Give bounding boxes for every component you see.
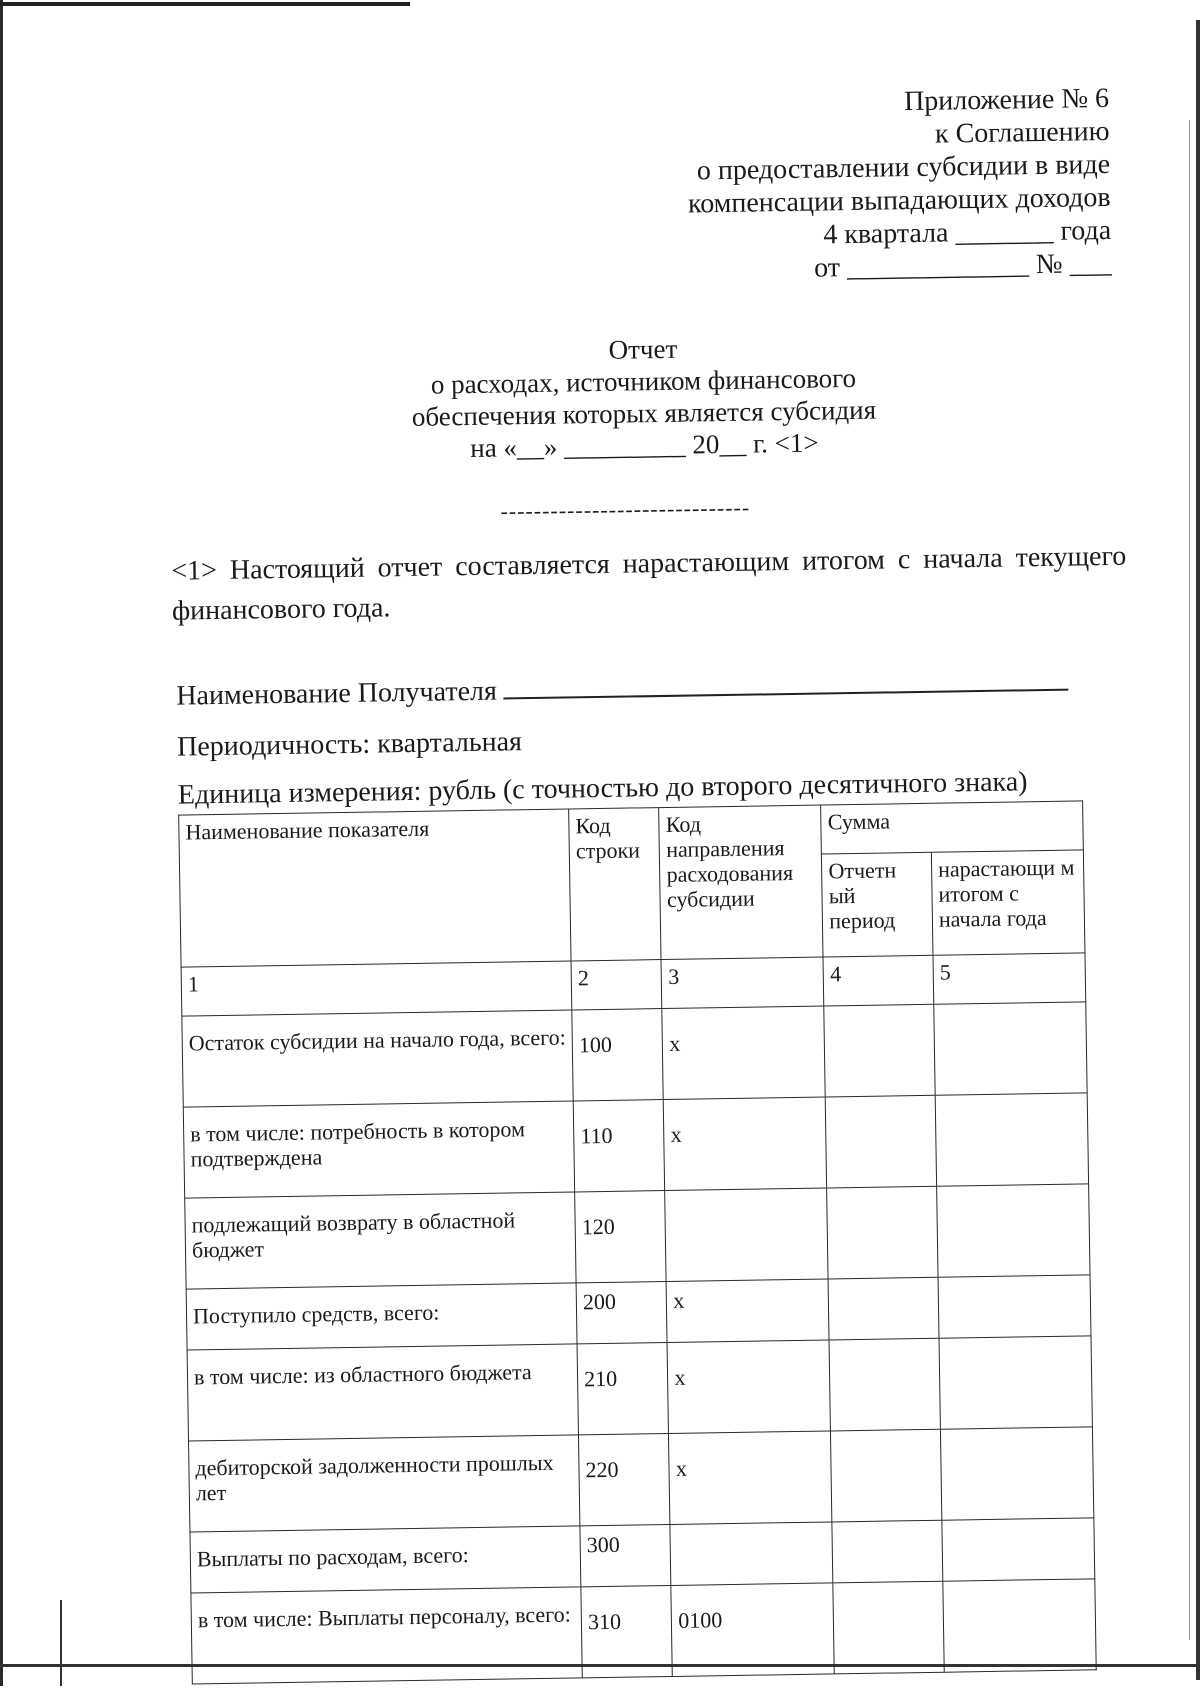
row-cumulative-value — [937, 1184, 1090, 1277]
appendix-line-1: Приложение № 6 — [903, 82, 1110, 118]
column-number: 3 — [661, 957, 824, 1009]
column-number: 5 — [933, 953, 1086, 1004]
row-label: Выплаты по расходам, всего: — [190, 1526, 581, 1593]
row-direction: x — [669, 1431, 832, 1525]
row-period-value — [832, 1520, 943, 1583]
row-direction: x — [666, 1279, 829, 1343]
table-row — [187, 1336, 1092, 1441]
row-period-value — [829, 1338, 940, 1431]
header-direction-code: Код направления расходования субсидии — [659, 805, 823, 960]
report-table — [178, 800, 1097, 1684]
row-period-value — [827, 1186, 938, 1279]
row-label: Остаток субсидии на начало года, всего: — [182, 1010, 573, 1107]
appendix-line-6: от _____________ № ___ — [813, 247, 1112, 284]
row-cumulative-value — [938, 1275, 1091, 1338]
row-label: в том числе: потребность в котором подтверждена — [183, 1101, 574, 1198]
header-period: Отчетн ый период — [822, 852, 933, 957]
footnote-text: <1> Настоящий отчет составляется нарастающим итогом с начала текущего финансового года. — [171, 540, 1127, 627]
row-code: 100 — [572, 1009, 664, 1101]
periodicity: Периодичность: квартальная — [176, 726, 523, 763]
table-row — [191, 1579, 1096, 1684]
title-line-3: обеспечения которых является субсидия — [411, 394, 877, 432]
row-label: в том числе: Выплаты персоналу, всего: — [191, 1587, 582, 1684]
row-cumulative-value — [939, 1336, 1092, 1429]
appendix-line-5: 4 квартала _______ года — [823, 214, 1112, 251]
row-direction: x — [662, 1006, 825, 1100]
row-code: 120 — [575, 1191, 667, 1283]
row-cumulative-value — [943, 1579, 1096, 1672]
row-cumulative-value — [940, 1427, 1093, 1520]
row-direction: 0100 — [671, 1583, 834, 1677]
row-label: в том числе: из областного бюджета — [187, 1344, 578, 1441]
column-number: 4 — [823, 955, 933, 1006]
row-direction: x — [664, 1097, 827, 1191]
row-code: 210 — [577, 1343, 669, 1435]
row-direction — [665, 1188, 828, 1282]
table-row — [189, 1427, 1094, 1532]
measurement-unit: Единица измерения: рубль (с точностью до второго десятичного знака) — [177, 766, 1028, 811]
header-name: Наименование показателя — [179, 809, 571, 967]
row-cumulative-value — [934, 1002, 1087, 1095]
row-code: 200 — [576, 1282, 667, 1344]
row-direction: x — [667, 1340, 830, 1434]
footnote-separator: ------------------------------ — [500, 494, 751, 524]
row-label: дебиторской задолженности прошлых лет — [189, 1435, 580, 1532]
appendix-line-4: компенсации выпадающих доходов — [687, 181, 1111, 220]
row-label: Поступило средств, всего: — [186, 1283, 577, 1350]
table-row — [185, 1184, 1090, 1289]
row-cumulative-value — [942, 1518, 1095, 1581]
row-direction — [670, 1522, 833, 1586]
table-row — [183, 1093, 1088, 1198]
header-row-code: Код строки — [569, 808, 662, 961]
recipient-blank — [503, 665, 1068, 700]
row-period-value — [824, 1004, 935, 1097]
appendix-line-3: о предоставлении субсидии в виде — [696, 148, 1111, 187]
title-line-1: Отчет — [608, 333, 678, 365]
appendix-line-2: к Соглашению — [934, 115, 1110, 150]
report-title — [293, 328, 995, 467]
header-cumulative: нарастающи м итогом с начала года — [931, 850, 1085, 955]
row-code: 300 — [580, 1524, 671, 1586]
recipient-line — [176, 665, 1068, 714]
row-code: 220 — [579, 1433, 671, 1525]
appendix-header — [589, 82, 1112, 288]
column-number: 1 — [181, 961, 572, 1016]
table-row — [182, 1002, 1087, 1107]
column-number: 2 — [571, 960, 662, 1010]
recipient-label: Наименование Получателя — [176, 675, 498, 712]
row-cumulative-value — [935, 1093, 1088, 1186]
title-line-2: о расходах, источником финансового — [430, 362, 857, 400]
row-label: подлежащий возврату в областной бюджет — [185, 1192, 576, 1289]
title-line-4: на «__» _________ 20__ г. <1> — [470, 427, 819, 463]
row-period-value — [831, 1429, 942, 1522]
row-period-value — [833, 1581, 944, 1674]
row-period-value — [826, 1095, 937, 1188]
row-code: 310 — [581, 1585, 673, 1677]
row-period-value — [828, 1277, 939, 1340]
row-code: 110 — [573, 1100, 665, 1192]
header-sum: Сумма — [821, 801, 1083, 854]
